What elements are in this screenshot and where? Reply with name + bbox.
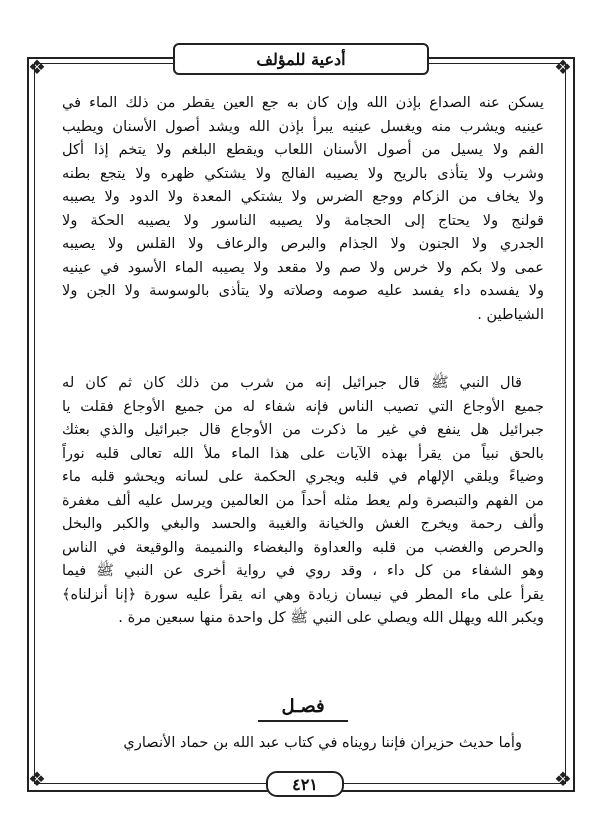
text-line: الجدري ولا الجنون ولا الجذام والبرص والرعاف ولا القلس ولا يصيبه [62, 235, 544, 252]
heading-underline [258, 720, 348, 722]
text-line: يسكن عنه الصداع بإذن الله وإن كان به جع العين يقطر من ذلك الماء في [62, 94, 544, 111]
text-line: وهو الشفاء من كل داء ، وقد روي في رواية أخرى عن النبي ﷺ فيما [62, 562, 544, 579]
paragraph-3 [62, 731, 544, 755]
text-line: والحرص والغضب من قلبه والعداوة والبغضاء والنميمة والوقيعة في الناس [62, 538, 544, 556]
corner-ornament-icon: ❖ [28, 767, 46, 791]
text-line: يقرأ على ماء المطر في نيسان زيادة وهي انه يقرأ عليه سورة ﴿إنا أنزلناه﴾ [62, 585, 544, 603]
corner-ornament-icon: ❖ [554, 55, 572, 79]
text-line: وضياءً ويلقي الإلهام في قلبه ويجري الحكمة على لسانه ويحشو قلبه ماء [62, 468, 544, 485]
page-number-value: ٤٢١ [292, 774, 318, 794]
running-header-title: أدعية للمؤلف [256, 49, 346, 69]
paragraph-1 [62, 91, 544, 326]
text-line: ولا يفسده داء يفسد عليه صومه وصلاته ولا يتأذى بالوسوسة ولا الجن ولا [62, 282, 544, 299]
page-number [266, 771, 344, 797]
running-header [173, 43, 429, 75]
text-line: الشياطين . [477, 305, 544, 323]
text-line: وأما حديث حزيران فإننا رويناه في كتاب عبد الله بن حماد الأنصاري [123, 734, 522, 751]
section-heading: فصـل [281, 696, 325, 717]
corner-ornament-icon: ❖ [28, 55, 46, 79]
text-line: عمى ولا بكم ولا خرس ولا صم ولا مقعد ولا يصيبه الماء الأسود في عينيه [62, 258, 544, 276]
text-line: وشرب ولا يتأذى بالريح ولا يصيبه الفالج ولا يشتكي ظهره ولا يتجع بطنه [62, 164, 544, 182]
text-line: جميع الأوجاع التي تصيب الناس فإنه شفاء له من جميع الأوجاع فقلت يا [62, 397, 544, 415]
text-line: قولنج ولا يحتاج إلى الحجامة ولا يصيبه الناسور ولا يصيبه الحكة ولا [62, 211, 544, 229]
text-line: ولا يخاف من الزكام ووجع الضرس ولا يشتكي المعدة ولا الدود ولا يصيبه [62, 188, 544, 205]
corner-ornament-icon: ❖ [554, 767, 572, 791]
text-line: عينيه ويشرب منه ويغسل عينيه يبرأ بإذن الله ويشد أصول الأسنان ويطيب [62, 117, 544, 135]
text-line: وألف رحمة ويخرج الغش والخيانة والغيبة والحسد والبغي والكبر والبخل [62, 515, 544, 532]
text-line: من الفهم والتبصرة ولم يعط مثله أحداً من العالمين ويرسل عليه ألف مغفرة [62, 491, 544, 509]
text-line: جبرائيل هل ينفع في غير ما ذكرت من الأوجاع قال جبرائيل والذي بعثك [62, 421, 544, 438]
paragraph-2 [62, 371, 544, 630]
text-line: بالحق نبياً من يقرأ بهذه الآيات على هذا الماء ملأ الله تعالى قلبه نوراً [62, 444, 544, 462]
text-line: الفم ولا يسيل من أصول الأسنان اللعاب ويقطع البلغم ولا يتخم إذا أكل [62, 141, 544, 158]
text-line: ويكبر الله ويهلل الله ويصلي على النبي ﷺ كل واحدة منها سبعين مرة . [118, 609, 544, 626]
text-line: قال النبي ﷺ قال جبرائيل إنه من شرب من ذلك كان ثم كان له [62, 374, 522, 391]
